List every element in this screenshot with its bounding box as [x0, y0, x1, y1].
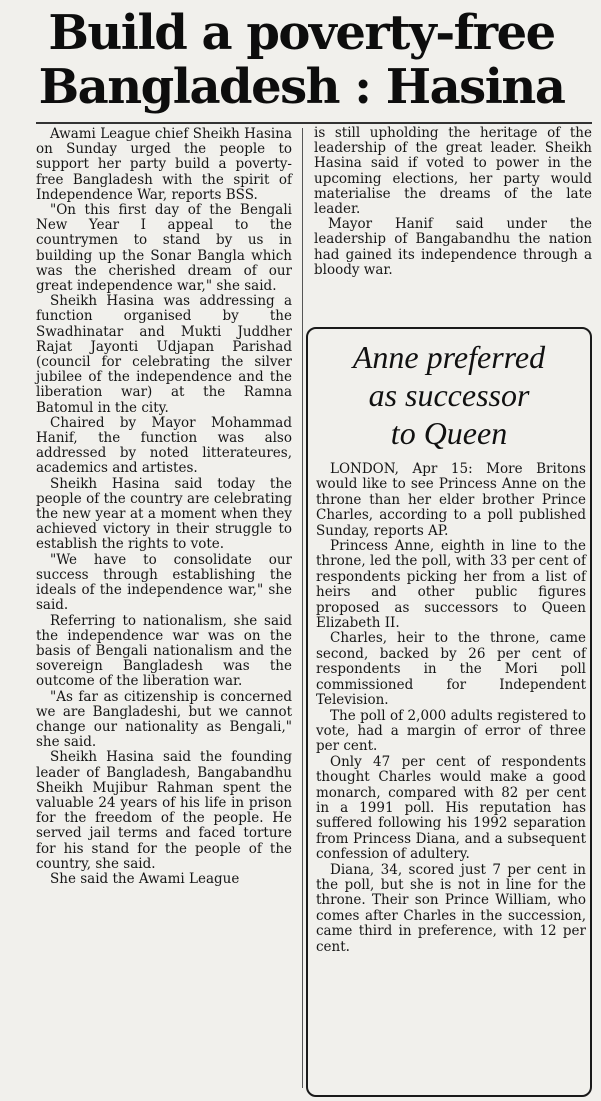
sidebar-paragraph: Princess Anne, eighth in line to the throne, led the poll, with 33 per cent of respondents picking her from a list of heirs and other public figures proposed as successors to Queen Elizabeth II.	[316, 538, 586, 632]
article-paragraph: Sheikh Hasina said today the people of the country are celebrating the new year at a moment when they achieved victory in their struggle to establish the rights to vote.	[36, 475, 292, 553]
article-paragraph: She said the Awami League	[50, 870, 240, 887]
headline-line-2: Bangladesh : Hasina	[38, 59, 565, 115]
sidebar-paragraph: Diana, 34, scored just 7 per cent in the poll, but she is not in line for the throne. Their son Prince William, who comes after Charles in the succession, came third in preference, with 12 per cent.	[316, 861, 586, 955]
article-paragraph: is still upholding the heritage of the leadership of the great leader. Sheikh Hasina said if voted to power in the upcoming elections, her party would materialise the dreams of the late leader.	[314, 125, 592, 218]
sidebar-headline	[308, 338, 590, 452]
sidebar-paragraph: Only 47 per cent of respondents thought Charles would make a good monarch, compared with 82 per cent in a 1991 poll. His reputation has suffered following his 1992 separation from Princess Diana, and a subsequent confession of adultery.	[316, 753, 586, 863]
article-paragraph: "On this first day of the Bengali New Year I appeal to the countrymen to stand by us in building up the Sonar Bangla which was the cherished dream of our great independence war," she said.	[36, 202, 292, 295]
sidebar-headline-line-2: as successor	[368, 377, 530, 413]
column-divider	[302, 128, 303, 1088]
article-paragraph: Chaired by Mayor Mohammad Hanif, the function was also addressed by noted litterateures, academics and artistes.	[36, 414, 292, 477]
article-paragraph: "We have to consolidate our success through establishing the ideals of the independence war," she said.	[36, 551, 292, 614]
headline-line-1: Build a poverty-free	[48, 5, 555, 61]
article-headline	[4, 6, 599, 114]
headline-rule	[36, 122, 592, 124]
article-paragraph: Sheikh Hasina was addressing a function organised by the Swadhinatar and Mukti Juddher Rajat Jayonti Udjapan Parishad (council for celebrating the silver jubilee of the independence and the liberation war) at the Ramna Batomul in the city.	[36, 293, 292, 416]
sidebar-paragraph: Charles, heir to the throne, came second, backed by 26 per cent of respondents in the Mori poll commissioned for Independent Television.	[316, 630, 586, 709]
article-column-left	[36, 127, 292, 887]
article-paragraph: Referring to nationalism, she said the independence war was on the basis of Bengali nationalism and the sovereign Bangladesh was the outcome of the liberation war.	[36, 612, 292, 690]
article-paragraph: "As far as citizenship is concerned we are Bangladeshi, but we cannot change our nationality as Bengali," she said.	[36, 688, 292, 751]
article-paragraph: Mayor Hanif said under the leadership of Bangabandhu the nation had gained its independence through a bloody war.	[314, 216, 592, 278]
article-column-right	[314, 126, 592, 278]
sidebar-headline-line-1: Anne preferred	[352, 339, 546, 375]
sidebar-paragraph: LONDON, Apr 15: More Britons would like to see Princess Anne on the throne than her elder brother Prince Charles, according to a poll published Sunday, reports AP.	[316, 461, 586, 539]
article-paragraph: Sheikh Hasina said the founding leader of Bangladesh, Bangabandhu Sheikh Mujibur Rahman spent the valuable 24 years of his life in prison for the freedom of the people. He served jail terms and faced torture for his stand for the people of the country, she said.	[36, 749, 292, 872]
sidebar-paragraph: The poll of 2,000 adults registered to vote, had a margin of error of three per cent.	[316, 707, 586, 755]
sidebar-headline-line-3: to Queen	[390, 415, 508, 451]
sidebar-body	[316, 462, 586, 955]
article-paragraph: Awami League chief Sheikh Hasina on Sunday urged the people to support her party build a poverty-free Bangladesh with the spirit of Independence War, reports BSS.	[36, 126, 292, 203]
